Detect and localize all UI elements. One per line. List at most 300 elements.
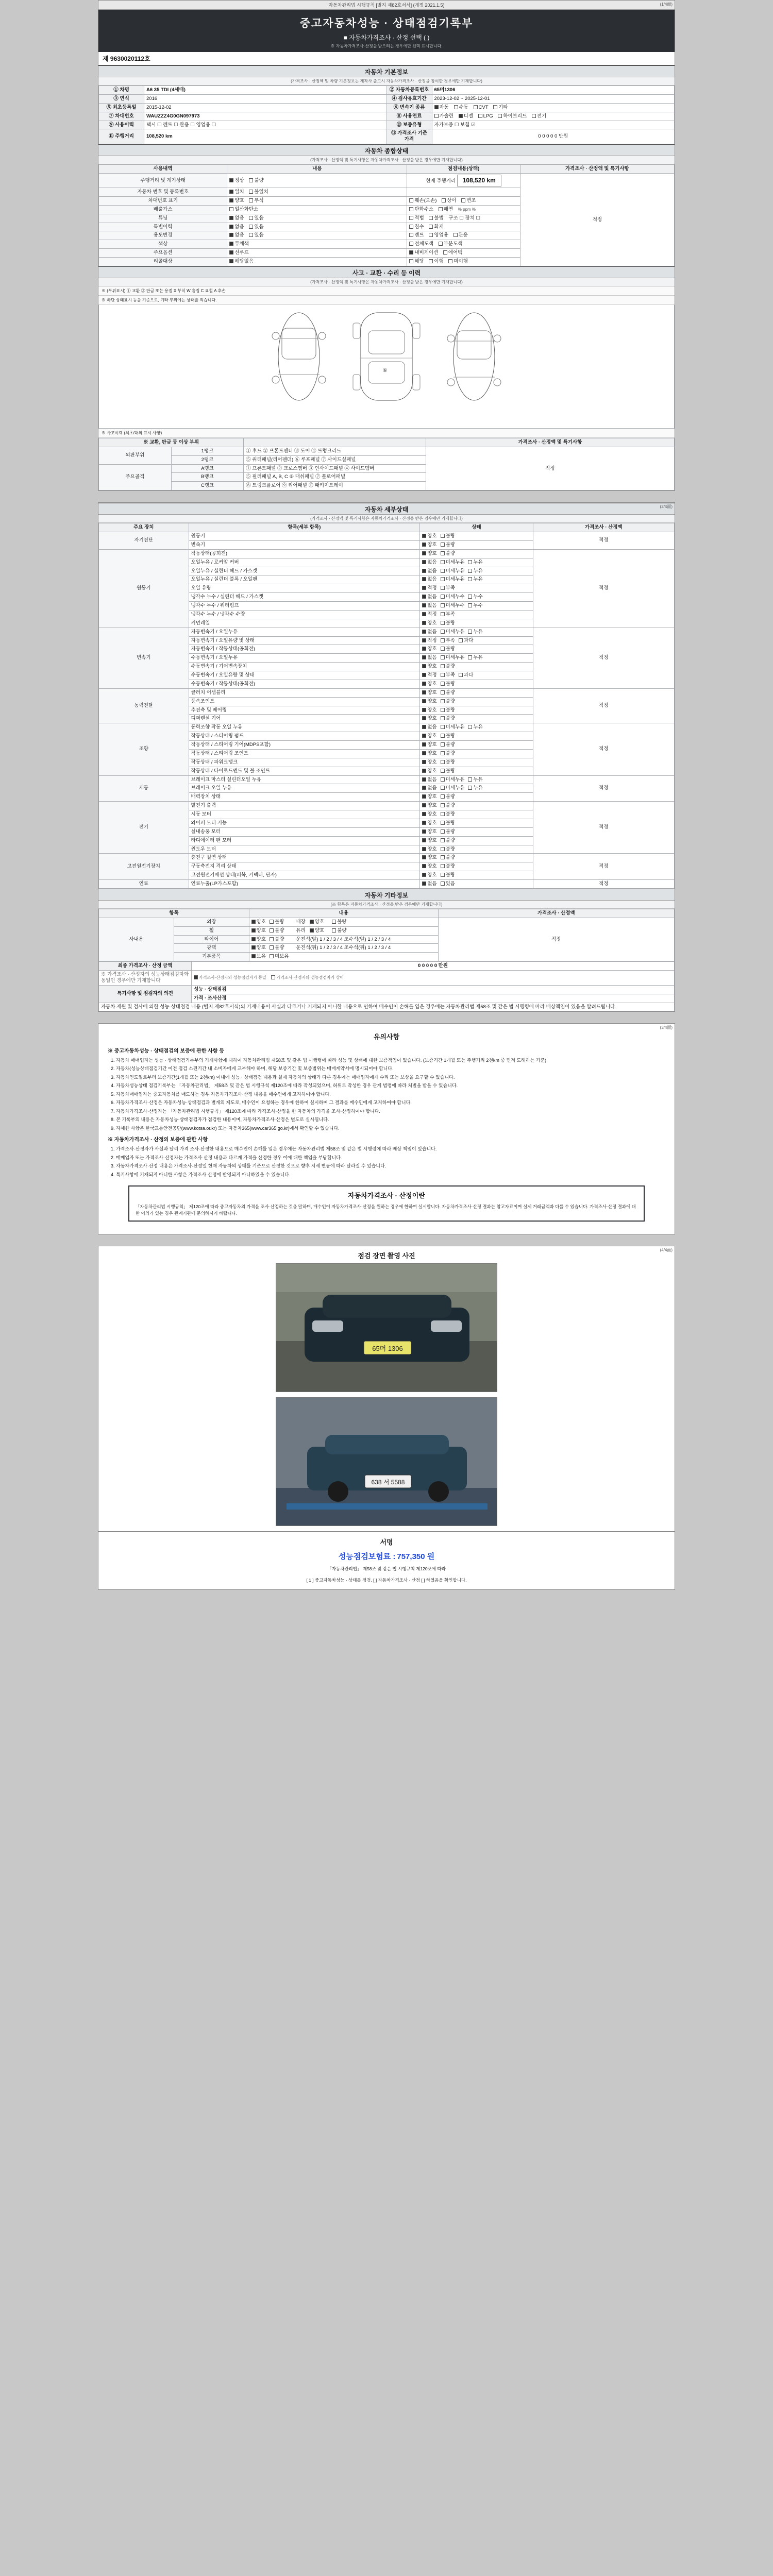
detail-item-8-0: 연료누출(LP가스포함)	[189, 880, 420, 889]
checkbox-3-3-1[interactable]	[441, 716, 445, 720]
checkbox-3-0-1[interactable]	[441, 690, 445, 694]
checkbox-special-yes[interactable]	[249, 225, 253, 229]
checkbox-6-2-0[interactable]	[422, 821, 426, 825]
checkbox-mileage-bad[interactable]	[249, 178, 253, 182]
checkbox-2-3-1[interactable]	[441, 655, 445, 659]
checkbox-2-1-0[interactable]	[422, 638, 426, 642]
option-label: 부족	[445, 637, 456, 643]
table-header-row	[99, 909, 675, 918]
detail-item-6-2: 와이퍼 모터 기능	[189, 819, 420, 827]
checkbox-4-3-1[interactable]	[441, 751, 445, 755]
lift-photo[interactable]	[276, 1397, 497, 1526]
car-damage-diagram[interactable]	[98, 305, 675, 429]
checkbox-vinmark-good[interactable]	[229, 198, 233, 202]
checkbox-etc-2-0[interactable]	[251, 937, 256, 941]
overall-col-3: 가격조사 · 산정액 및 특기사항	[520, 165, 674, 174]
checkbox-1-7-1[interactable]	[441, 612, 445, 616]
checkbox-etc-0-0[interactable]	[251, 920, 256, 924]
checkbox-2-5-2[interactable]	[459, 673, 463, 677]
table-header-row	[99, 438, 675, 447]
table-row	[99, 112, 675, 121]
detail-options-5-0	[420, 775, 533, 784]
option-label: 불량	[445, 646, 456, 652]
checkbox-1-8-0[interactable]	[422, 621, 426, 625]
checkbox-fire[interactable]	[429, 225, 433, 229]
option-label: 부족	[445, 611, 456, 617]
option-label: 없음	[234, 224, 244, 230]
notice-heading-2: ※ 자동차가격조사 · 산정의 보증에 관한 사항	[108, 1137, 208, 1143]
checkbox-5-2-0[interactable]	[422, 794, 426, 799]
checkbox-special-none[interactable]	[229, 225, 233, 229]
checkbox-navigation[interactable]	[409, 250, 413, 255]
checkbox-usechange-yes[interactable]	[249, 233, 253, 237]
option-label: 불량	[445, 733, 456, 739]
option-label: 훼손(오손)	[414, 197, 437, 204]
checkbox-same-inspector[interactable]	[194, 975, 198, 979]
price-check-left: ※ 가격조사 · 산정자의 성능상태점검자와 동일인 경우에만 기재합니다	[99, 971, 192, 986]
detail-options-6-4	[420, 836, 533, 845]
checkbox-government[interactable]	[453, 233, 458, 237]
option-label: 없음	[427, 559, 437, 565]
checkbox-6-2-1[interactable]	[441, 821, 445, 825]
option-label: 누유	[473, 655, 483, 661]
checkbox-6-4-1[interactable]	[441, 838, 445, 842]
checkbox-full-repaint[interactable]	[409, 242, 413, 246]
checkbox-4-5-1[interactable]	[441, 769, 445, 773]
option-label: 불량	[275, 945, 284, 951]
option-label-hybrid: 하이브리드	[503, 113, 527, 119]
checkbox-fuel-lpg[interactable]	[478, 114, 482, 118]
car-rear-view-icon	[441, 308, 508, 405]
checkbox-2-0-0[interactable]	[422, 630, 426, 634]
option-label: 불량	[275, 927, 284, 934]
table-row	[99, 103, 675, 112]
checkbox-etc-0-1[interactable]	[270, 920, 274, 924]
detail-options-2-6	[420, 680, 533, 688]
overall-row-label-6: 용도변경	[99, 231, 227, 240]
checkbox-1-1-0[interactable]	[422, 560, 426, 564]
checkbox-mileage-normal[interactable]	[229, 178, 233, 182]
detail-options-0-1	[420, 540, 533, 549]
basic-info-table	[98, 86, 675, 144]
detail-right-2: 적정	[533, 628, 674, 688]
checkbox-etc-2-1[interactable]	[270, 937, 274, 941]
checkbox-vinmark-damage[interactable]	[409, 198, 413, 202]
checkbox-1-6-0[interactable]	[422, 603, 426, 607]
checkbox-partial-repaint[interactable]	[439, 242, 443, 246]
option-label: 누유	[473, 629, 483, 635]
checkbox-recall-na[interactable]	[229, 259, 233, 263]
checkbox-cvt[interactable]	[474, 105, 478, 109]
checkbox-smoke[interactable]	[439, 207, 443, 211]
parts-rank-1-2: C랭크	[171, 482, 244, 490]
checkbox-fuel-diesel[interactable]	[459, 114, 463, 118]
option-label: 미보유	[275, 954, 289, 960]
checkbox-vin-match[interactable]	[229, 190, 233, 194]
checkbox-4-0-1[interactable]	[441, 725, 445, 729]
checkbox-0-0-0[interactable]	[422, 534, 426, 538]
checkbox-2-1-2[interactable]	[459, 638, 463, 642]
detail-options-3-0	[420, 688, 533, 697]
checkbox-3-1-0[interactable]	[422, 699, 426, 703]
checkbox-fuel-ev[interactable]	[532, 114, 536, 118]
guarantee-body: 「자동차관리법 시행규칙」 제120조에 따라 중고자동차의 가격을 조사·산정하는 것을 말하며, 매수인이 자동차가격조사·산정을 원하는 경우에 한하여 실시합니다. 자동차가격조사·산정 결과는 참고자료이며 실제 거래금액과 다를 수 있습니다. 가격조사·산정 결과에 대한 이의가 있는 경우 관계기관에 문의하시기 바랍니다.	[136, 1204, 636, 1216]
checkbox-airbag[interactable]	[443, 250, 447, 255]
checkbox-1-4-1[interactable]	[441, 586, 445, 590]
option-label: 누유	[473, 785, 483, 791]
option-label: 양호	[427, 698, 437, 704]
checkbox-1-6-1[interactable]	[441, 603, 445, 607]
checkbox-different-inspector[interactable]	[271, 975, 275, 979]
option-label: 양호	[256, 945, 266, 951]
checkbox-5-2-1[interactable]	[441, 794, 445, 799]
checkbox-7-0-1[interactable]	[441, 855, 445, 859]
checkbox-1-6-2[interactable]	[468, 603, 472, 607]
table-row	[99, 854, 675, 862]
option-label: 양호	[427, 855, 437, 861]
checkbox-6-5-1[interactable]	[441, 847, 445, 851]
detail-options-1-7	[420, 610, 533, 619]
detail-item-4-1: 작동상태 / 스티어링 펌프	[189, 732, 420, 741]
checkbox-3-2-1[interactable]	[441, 708, 445, 712]
checkbox-flood[interactable]	[409, 225, 413, 229]
checkbox-3-3-0[interactable]	[422, 716, 426, 720]
checkbox-6-3-1[interactable]	[441, 829, 445, 834]
basic-label-2b: ⑥ 변속기 종류	[386, 103, 432, 112]
checkbox-usechange-none[interactable]	[229, 233, 233, 237]
checkbox-etc-3-0[interactable]	[251, 945, 256, 950]
checkbox-fuel-gasoline[interactable]	[434, 114, 439, 118]
option-label: 양호	[427, 828, 437, 835]
checkbox-2-2-1[interactable]	[441, 647, 445, 651]
checkbox-3-0-0[interactable]	[422, 690, 426, 694]
parts-right-value: 적정	[426, 447, 674, 490]
checkbox-6-4-0[interactable]	[422, 838, 426, 842]
parts-header: ※ 교환, 판금 등 이상 부위	[99, 438, 244, 447]
checkbox-2-2-0[interactable]	[422, 647, 426, 651]
checkbox-0-0-1[interactable]	[441, 534, 445, 538]
table-row	[99, 532, 675, 541]
checkbox-recall-done[interactable]	[429, 259, 433, 263]
checkbox-commercial[interactable]	[429, 233, 433, 237]
detail-options-2-2	[420, 645, 533, 654]
parts-rank-1-1: B랭크	[171, 473, 244, 482]
checkbox-1-3-0[interactable]	[422, 577, 426, 581]
table-row	[99, 962, 675, 971]
detail-item-6-0: 발전기 출력	[189, 802, 420, 810]
checkbox-7-2-1[interactable]	[441, 873, 445, 877]
checkbox-0-1-0[interactable]	[422, 543, 426, 547]
checkbox-1-0-0[interactable]	[422, 551, 426, 555]
checkbox-etc-1-0[interactable]	[251, 928, 256, 933]
detail-options-1-0	[420, 549, 533, 558]
option-label: 변조	[466, 197, 476, 204]
front-photo-image	[276, 1264, 497, 1392]
option-label: 미세누유	[445, 785, 465, 791]
detail-item-4-4: 작동상태 / 파워크랭크	[189, 758, 420, 767]
checkbox-4-4-1[interactable]	[441, 760, 445, 764]
table-row	[99, 121, 675, 129]
option-label: 영업용	[434, 232, 448, 239]
checkbox-vinmark-diff[interactable]	[442, 198, 446, 202]
option-label: 없음	[427, 568, 437, 574]
basic-label-2: ⑤ 최초등록일	[99, 103, 144, 112]
checkbox-2-3-0[interactable]	[422, 655, 426, 659]
checkbox-etc2-0-1[interactable]	[332, 920, 336, 924]
option-label: 누유	[473, 568, 483, 574]
detail-options-7-0	[420, 854, 533, 862]
detail-right-7: 적정	[533, 854, 674, 880]
checkbox-co[interactable]	[229, 207, 233, 211]
checkbox-5-0-0[interactable]	[422, 777, 426, 782]
page-4	[98, 1246, 675, 1589]
checkbox-5-0-1[interactable]	[441, 777, 445, 782]
detail-item-3-2: 추진축 및 베어링	[189, 706, 420, 715]
checkbox-2-3-2[interactable]	[468, 655, 472, 659]
checkbox-etc-1-1[interactable]	[270, 928, 274, 933]
detail-group-5: 제동	[99, 775, 189, 802]
option-label: 양호	[427, 733, 437, 739]
detail-group-8: 연료	[99, 880, 189, 889]
checkbox-1-1-2[interactable]	[468, 560, 472, 564]
notice-2-item: 1. 가격조사·산정자가 사실과 달리 가격 조사·산정한 내용으로 매수인이 손해를 입은 경우에는 자동차관리법 제58조 및 같은 법 시행령에 따라 배상 책임이 있습니다.	[116, 1146, 665, 1153]
checkbox-recall-yes[interactable]	[409, 259, 413, 263]
checkbox-tuning-none[interactable]	[229, 216, 233, 220]
checkbox-1-7-0[interactable]	[422, 612, 426, 616]
parts-items-1-1: ⑤ 필러패널 A, B, C ⑥ 대쉬패널 ⑦ 플로어패널	[244, 473, 426, 482]
checkbox-1-5-1[interactable]	[441, 595, 445, 599]
basic-value-1b: 2023-12-02 ~ 2025-12-01	[432, 94, 675, 103]
option-label: 불량	[445, 863, 456, 870]
price-check-options	[192, 971, 675, 986]
etc-info-table	[98, 909, 675, 961]
checkbox-4-2-0[interactable]	[422, 742, 426, 747]
checkbox-vinmark-alter[interactable]	[461, 198, 465, 202]
checkbox-1-5-2[interactable]	[468, 595, 472, 599]
checkbox-1-4-0[interactable]	[422, 586, 426, 590]
option-label: 불량	[445, 620, 456, 626]
checkbox-color-plain[interactable]	[229, 242, 233, 246]
checkbox-5-0-2[interactable]	[468, 777, 472, 782]
checkbox-etc2-1-1[interactable]	[332, 928, 336, 933]
checkbox-rental[interactable]	[409, 233, 413, 237]
basic-label-1b: ④ 검사유효기간	[386, 94, 432, 103]
svg-text:65머 1306: 65머 1306	[372, 1345, 403, 1353]
option-label-transmission-etc: 기타	[498, 104, 508, 110]
table-row	[99, 985, 675, 994]
detail-item-1-5: 냉각수 누수 / 실린더 헤드 / 가스켓	[189, 593, 420, 602]
fee-value: 757,350 원	[397, 1552, 435, 1562]
checkbox-1-5-0[interactable]	[422, 595, 426, 599]
option-label: 불일치	[254, 189, 268, 195]
checkbox-recall-notdone[interactable]	[448, 259, 452, 263]
option-label: 양호	[427, 716, 437, 722]
checkbox-1-2-1[interactable]	[441, 569, 445, 573]
option-label: 양호	[256, 936, 266, 942]
record-number: 제 9630020112호	[98, 52, 675, 65]
section-accident-history-note: (가격조사 · 산정액 및 특기사항은 자동차가격조사 · 산정을 받은 경우에만 기재합니다)	[98, 278, 675, 286]
option-label: 양호	[427, 837, 437, 843]
checkbox-6-0-0[interactable]	[422, 803, 426, 807]
checkbox-3-1-1[interactable]	[441, 699, 445, 703]
detail-group-3: 동력전달	[99, 688, 189, 723]
checkbox-1-1-1[interactable]	[441, 560, 445, 564]
page-corner-tag-2: (2/4面)	[660, 504, 673, 510]
option-label: 양호	[427, 742, 437, 748]
checkbox-hc[interactable]	[409, 207, 413, 211]
parts-rank-1-0: A랭크	[171, 464, 244, 473]
option-label-diesel: 디젤	[463, 113, 474, 119]
checkbox-tuning-illegal[interactable]	[429, 216, 433, 220]
checkbox-etc-3-1[interactable]	[270, 945, 274, 950]
etc-col-0: 항목	[99, 909, 249, 918]
detail-item-2-2: 자동변속기 / 작동상태(공회전)	[189, 645, 420, 654]
checkbox-2-5-1[interactable]	[441, 673, 445, 677]
detail-right-5: 적정	[533, 775, 674, 802]
basic-label-0b: ② 자동차등록번호	[386, 86, 432, 95]
checkbox-7-1-1[interactable]	[441, 864, 445, 868]
parts-group-0: 외판부위	[99, 447, 172, 464]
checkbox-2-6-1[interactable]	[441, 682, 445, 686]
option-label: 미세누유	[445, 776, 465, 783]
checkbox-2-0-1[interactable]	[441, 630, 445, 634]
option-label: 미세누수	[445, 603, 465, 608]
detail-right-3: 적정	[533, 688, 674, 723]
checkbox-1-0-1[interactable]	[441, 551, 445, 555]
detail-options-1-3	[420, 575, 533, 584]
checkbox-auto[interactable]	[434, 105, 439, 109]
checkbox-7-2-0[interactable]	[422, 873, 426, 877]
detail-group-6: 전기	[99, 802, 189, 854]
mileage-value: 108,520 km	[457, 175, 501, 187]
checkbox-sunroof[interactable]	[229, 250, 233, 255]
checkbox-etc-4-1[interactable]	[270, 954, 274, 958]
detail-options-1-4	[420, 584, 533, 593]
checkbox-4-1-1[interactable]	[441, 734, 445, 738]
checkbox-7-1-0[interactable]	[422, 864, 426, 868]
detail-options-1-6	[420, 602, 533, 611]
checkbox-8-0-0[interactable]	[422, 882, 426, 886]
checkbox-4-1-0[interactable]	[422, 734, 426, 738]
checkbox-2-4-0[interactable]	[422, 664, 426, 668]
checkbox-manual[interactable]	[454, 105, 458, 109]
checkbox-2-0-2[interactable]	[468, 630, 472, 634]
notice-2-item: 4. 특기사항에 기재되지 아니한 사항은 가격조사·산정에 반영되지 아니하였을 수 있습니다.	[116, 1172, 665, 1179]
checkbox-6-5-0[interactable]	[422, 847, 426, 851]
checkbox-0-1-1[interactable]	[441, 543, 445, 547]
checkbox-tuning-legal[interactable]	[409, 216, 413, 220]
option-label: 양호	[427, 803, 437, 809]
checkbox-6-0-1[interactable]	[441, 803, 445, 807]
checkbox-6-1-0[interactable]	[422, 812, 426, 816]
etc-info-body	[99, 918, 675, 961]
detail-item-1-1: 오일누유 / 로커암 커버	[189, 558, 420, 567]
opinion-row-1-label: 가격 · 조사산정	[194, 995, 227, 1001]
option-label: 불량	[445, 759, 456, 765]
checkbox-8-0-1[interactable]	[441, 882, 445, 886]
option-label: 매연	[443, 206, 453, 212]
checkbox-1-3-2[interactable]	[468, 577, 472, 581]
front-photo[interactable]	[276, 1263, 497, 1392]
detail-col-0: 주요 장치	[99, 523, 189, 532]
detail-options-2-1	[420, 636, 533, 645]
option-label: 불량	[445, 716, 456, 722]
section-basic-info-note: (가격조사 · 산정액 및 차량 기본정보는 제작사 출고시 자동차가격조사 · 산정을 참여한 경우에만 기재합니다)	[98, 77, 675, 86]
basic-label-5b: ⑫ 가격조사 기준가격	[386, 129, 432, 144]
photos-title: 점검 장면 촬영 사진	[358, 1252, 415, 1260]
checkbox-4-5-0[interactable]	[422, 769, 426, 773]
checkbox-2-1-1[interactable]	[441, 638, 445, 642]
option-label: 불량	[445, 742, 456, 748]
form-legal-header: 자동차관리법 시행규칙 [별지 제82호서식] (개정 2021.1.5)	[98, 1, 675, 10]
option-label: 불량	[445, 768, 456, 774]
overall-row-opts-3	[227, 205, 407, 214]
checkbox-2-6-0[interactable]	[422, 682, 426, 686]
checkbox-4-4-0[interactable]	[422, 760, 426, 764]
parts-rank-0-0: 1랭크	[171, 447, 244, 455]
checkbox-etc2-1-0[interactable]	[310, 928, 314, 933]
option-label: 관용	[458, 232, 468, 239]
checkbox-5-1-0[interactable]	[422, 786, 426, 790]
checkbox-1-3-1[interactable]	[441, 577, 445, 581]
checkbox-3-2-0[interactable]	[422, 708, 426, 712]
checkbox-transmission-etc[interactable]	[493, 105, 497, 109]
option-label: 불량	[445, 689, 456, 696]
notice-list-1	[108, 1057, 665, 1132]
checkbox-4-0-0[interactable]	[422, 725, 426, 729]
detail-item-4-3: 작동상태 / 스티어링 조인트	[189, 749, 420, 758]
detail-options-1-5	[420, 593, 533, 602]
checkbox-1-2-2[interactable]	[468, 569, 472, 573]
checkbox-vin-mismatch[interactable]	[249, 190, 253, 194]
option-label-ev: 전기	[536, 113, 547, 119]
checkbox-2-5-0[interactable]	[422, 673, 426, 677]
overall-row-label-3: 배출가스	[99, 205, 227, 214]
notice-1-item: 5. 자동차매매업자는 중고자동차를 매도하는 경우 자동차가격조사·산정 내용을 매수인에게 고지하여야 합니다.	[116, 1091, 665, 1098]
checkbox-6-1-1[interactable]	[441, 812, 445, 816]
checkbox-2-4-1[interactable]	[441, 664, 445, 668]
checkbox-5-1-2[interactable]	[468, 786, 472, 790]
overall-row-detail-5	[407, 223, 520, 231]
final-price-value: 0 0 0 0 0 만원	[192, 962, 675, 971]
table-row	[99, 880, 675, 889]
table-row	[99, 549, 675, 558]
option-label: 양호	[234, 197, 244, 204]
checkbox-vinmark-rust[interactable]	[249, 198, 253, 202]
checkbox-4-2-1[interactable]	[441, 742, 445, 747]
table-row	[99, 688, 675, 697]
detail-item-3-1: 등속조인트	[189, 697, 420, 706]
option-label: 해당없음	[234, 259, 254, 264]
overall-row-detail-6	[407, 231, 520, 240]
checkbox-1-8-1[interactable]	[441, 621, 445, 625]
checkbox-tuning-yes[interactable]	[249, 216, 253, 220]
checkbox-etc2-0-0[interactable]	[310, 920, 314, 924]
overall-row-detail-4	[407, 214, 520, 223]
checkbox-6-3-0[interactable]	[422, 829, 426, 834]
checkbox-7-0-0[interactable]	[422, 855, 426, 859]
checkbox-5-1-1[interactable]	[441, 786, 445, 790]
checkbox-4-3-0[interactable]	[422, 751, 426, 755]
option-label: 누유	[473, 776, 483, 783]
detail-options-1-8	[420, 619, 533, 628]
option-label: 과다	[464, 637, 474, 643]
checkbox-fuel-hybrid[interactable]	[498, 114, 502, 118]
option-label: 양호	[427, 664, 437, 670]
checkbox-etc-4-0[interactable]	[251, 954, 256, 958]
checkbox-4-0-2[interactable]	[468, 725, 472, 729]
checkbox-1-2-0[interactable]	[422, 569, 426, 573]
